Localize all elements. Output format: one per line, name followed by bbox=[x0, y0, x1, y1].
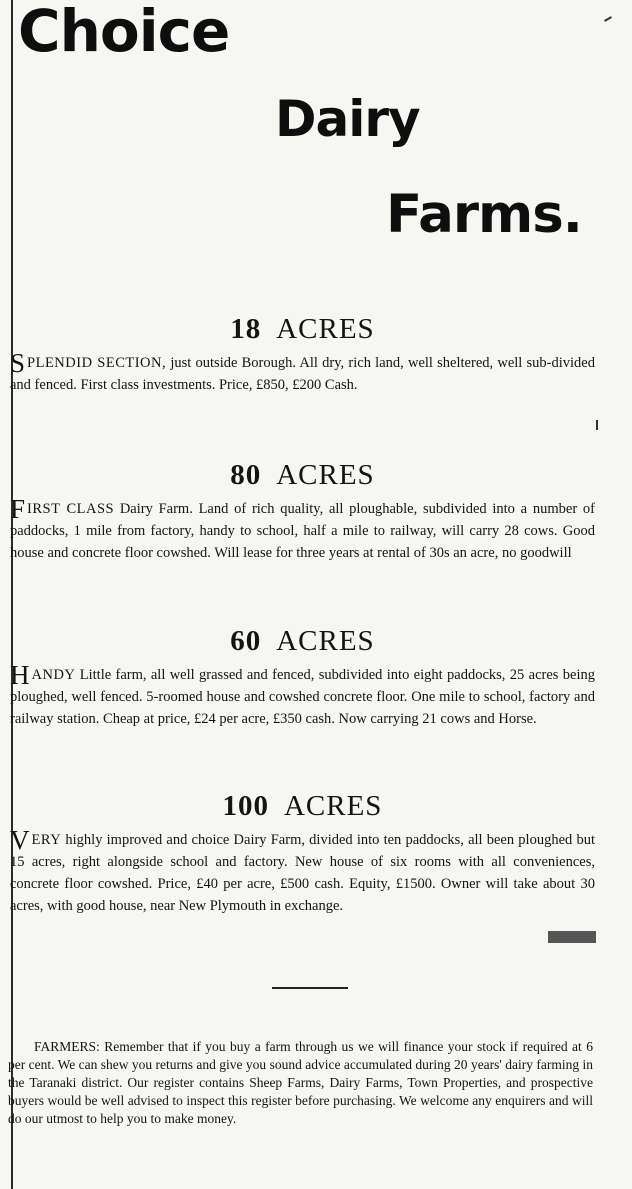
acres-word: ACRES bbox=[276, 625, 375, 657]
acres-word: ACRES bbox=[283, 790, 383, 822]
listing-lead: ERY bbox=[31, 832, 62, 848]
listing-60-acres bbox=[10, 625, 595, 730]
listing-lead: ANDY bbox=[31, 667, 76, 683]
drop-cap: F bbox=[10, 494, 26, 524]
ink-speck bbox=[604, 16, 612, 22]
headline-dairy: Dairy bbox=[275, 90, 420, 148]
acres-number: 80 bbox=[230, 459, 262, 491]
acres-number: 18 bbox=[230, 313, 262, 345]
listing-description bbox=[10, 825, 595, 917]
column-rule bbox=[11, 0, 13, 1189]
listing-18-acres bbox=[10, 313, 595, 396]
acres-word: ACRES bbox=[276, 459, 375, 491]
acres-number: 100 bbox=[222, 790, 270, 822]
listing-heading bbox=[10, 625, 595, 658]
listing-description bbox=[10, 494, 595, 564]
acres-number: 60 bbox=[230, 625, 262, 657]
acres-word: ACRES bbox=[276, 313, 375, 345]
listing-100-acres bbox=[10, 790, 595, 917]
listing-lead: PLENDID SECTION, bbox=[27, 355, 167, 371]
farmers-notice: FARMERS: Remember that if you buy a farm through us we will finance your stock if required at 6 per cent. We can shew you returns and give you sound advice accumulated during 20 years' dairy farming in the Taranaki district. Our register contains Sheep Farms, Dairy Farms, Town Properties, and prospective buyers would be well advised to inspect this register before purchasing. We welcome any enquirers and will do our utmost to help you to make money. bbox=[8, 1039, 593, 1126]
listing-heading bbox=[10, 313, 595, 346]
ink-blot bbox=[548, 931, 596, 943]
drop-cap: S bbox=[10, 348, 26, 378]
drop-cap: H bbox=[10, 660, 30, 690]
drop-cap: V bbox=[10, 825, 30, 855]
listing-80-acres bbox=[10, 459, 595, 564]
listing-description bbox=[10, 660, 595, 730]
listing-text: Little farm, all well grassed and fenced, subdivided into eight paddocks, 25 acres being ploughed, well fenced. 5-roomed house and cowshed concrete floor. One mile to school, factory and railway station. Cheap at price, £24 per acre, £350 cash. Now carrying 21 cows and Horse. bbox=[10, 667, 595, 727]
ink-speck bbox=[596, 420, 598, 430]
headline-choice: Choice bbox=[18, 0, 230, 65]
listing-text: Dairy Farm. Land of rich quality, all ploughable, subdivided into a number of paddocks, 1 mile from factory, handy to school, half a mile to railway, will carry 28 cows. Good house and concrete floor cowshed. Will lease for three years at rental of 30s an acre, no goodwill bbox=[10, 501, 595, 561]
listing-text: just outside Borough. All dry, rich land, well sheltered, well sub-divided and fenced. First class investments. Price, £850, £200 Cash. bbox=[10, 355, 595, 393]
listing-lead: IRST CLASS bbox=[27, 501, 115, 517]
listing-heading bbox=[10, 459, 595, 492]
headline-farms: Farms. bbox=[386, 184, 582, 245]
listing-description bbox=[10, 348, 595, 396]
listing-heading bbox=[10, 790, 595, 823]
section-divider bbox=[272, 987, 348, 989]
listing-text: highly improved and choice Dairy Farm, divided into ten paddocks, all been ploughed but 15 acres, right alongside school and factory. New house of six rooms with all conveniences, concrete floor cowshed. Price, £40 per acre, £500 cash. Equity, £1500. Owner will take about 30 acres, with good house, near New Plymouth in exchange. bbox=[10, 832, 595, 914]
